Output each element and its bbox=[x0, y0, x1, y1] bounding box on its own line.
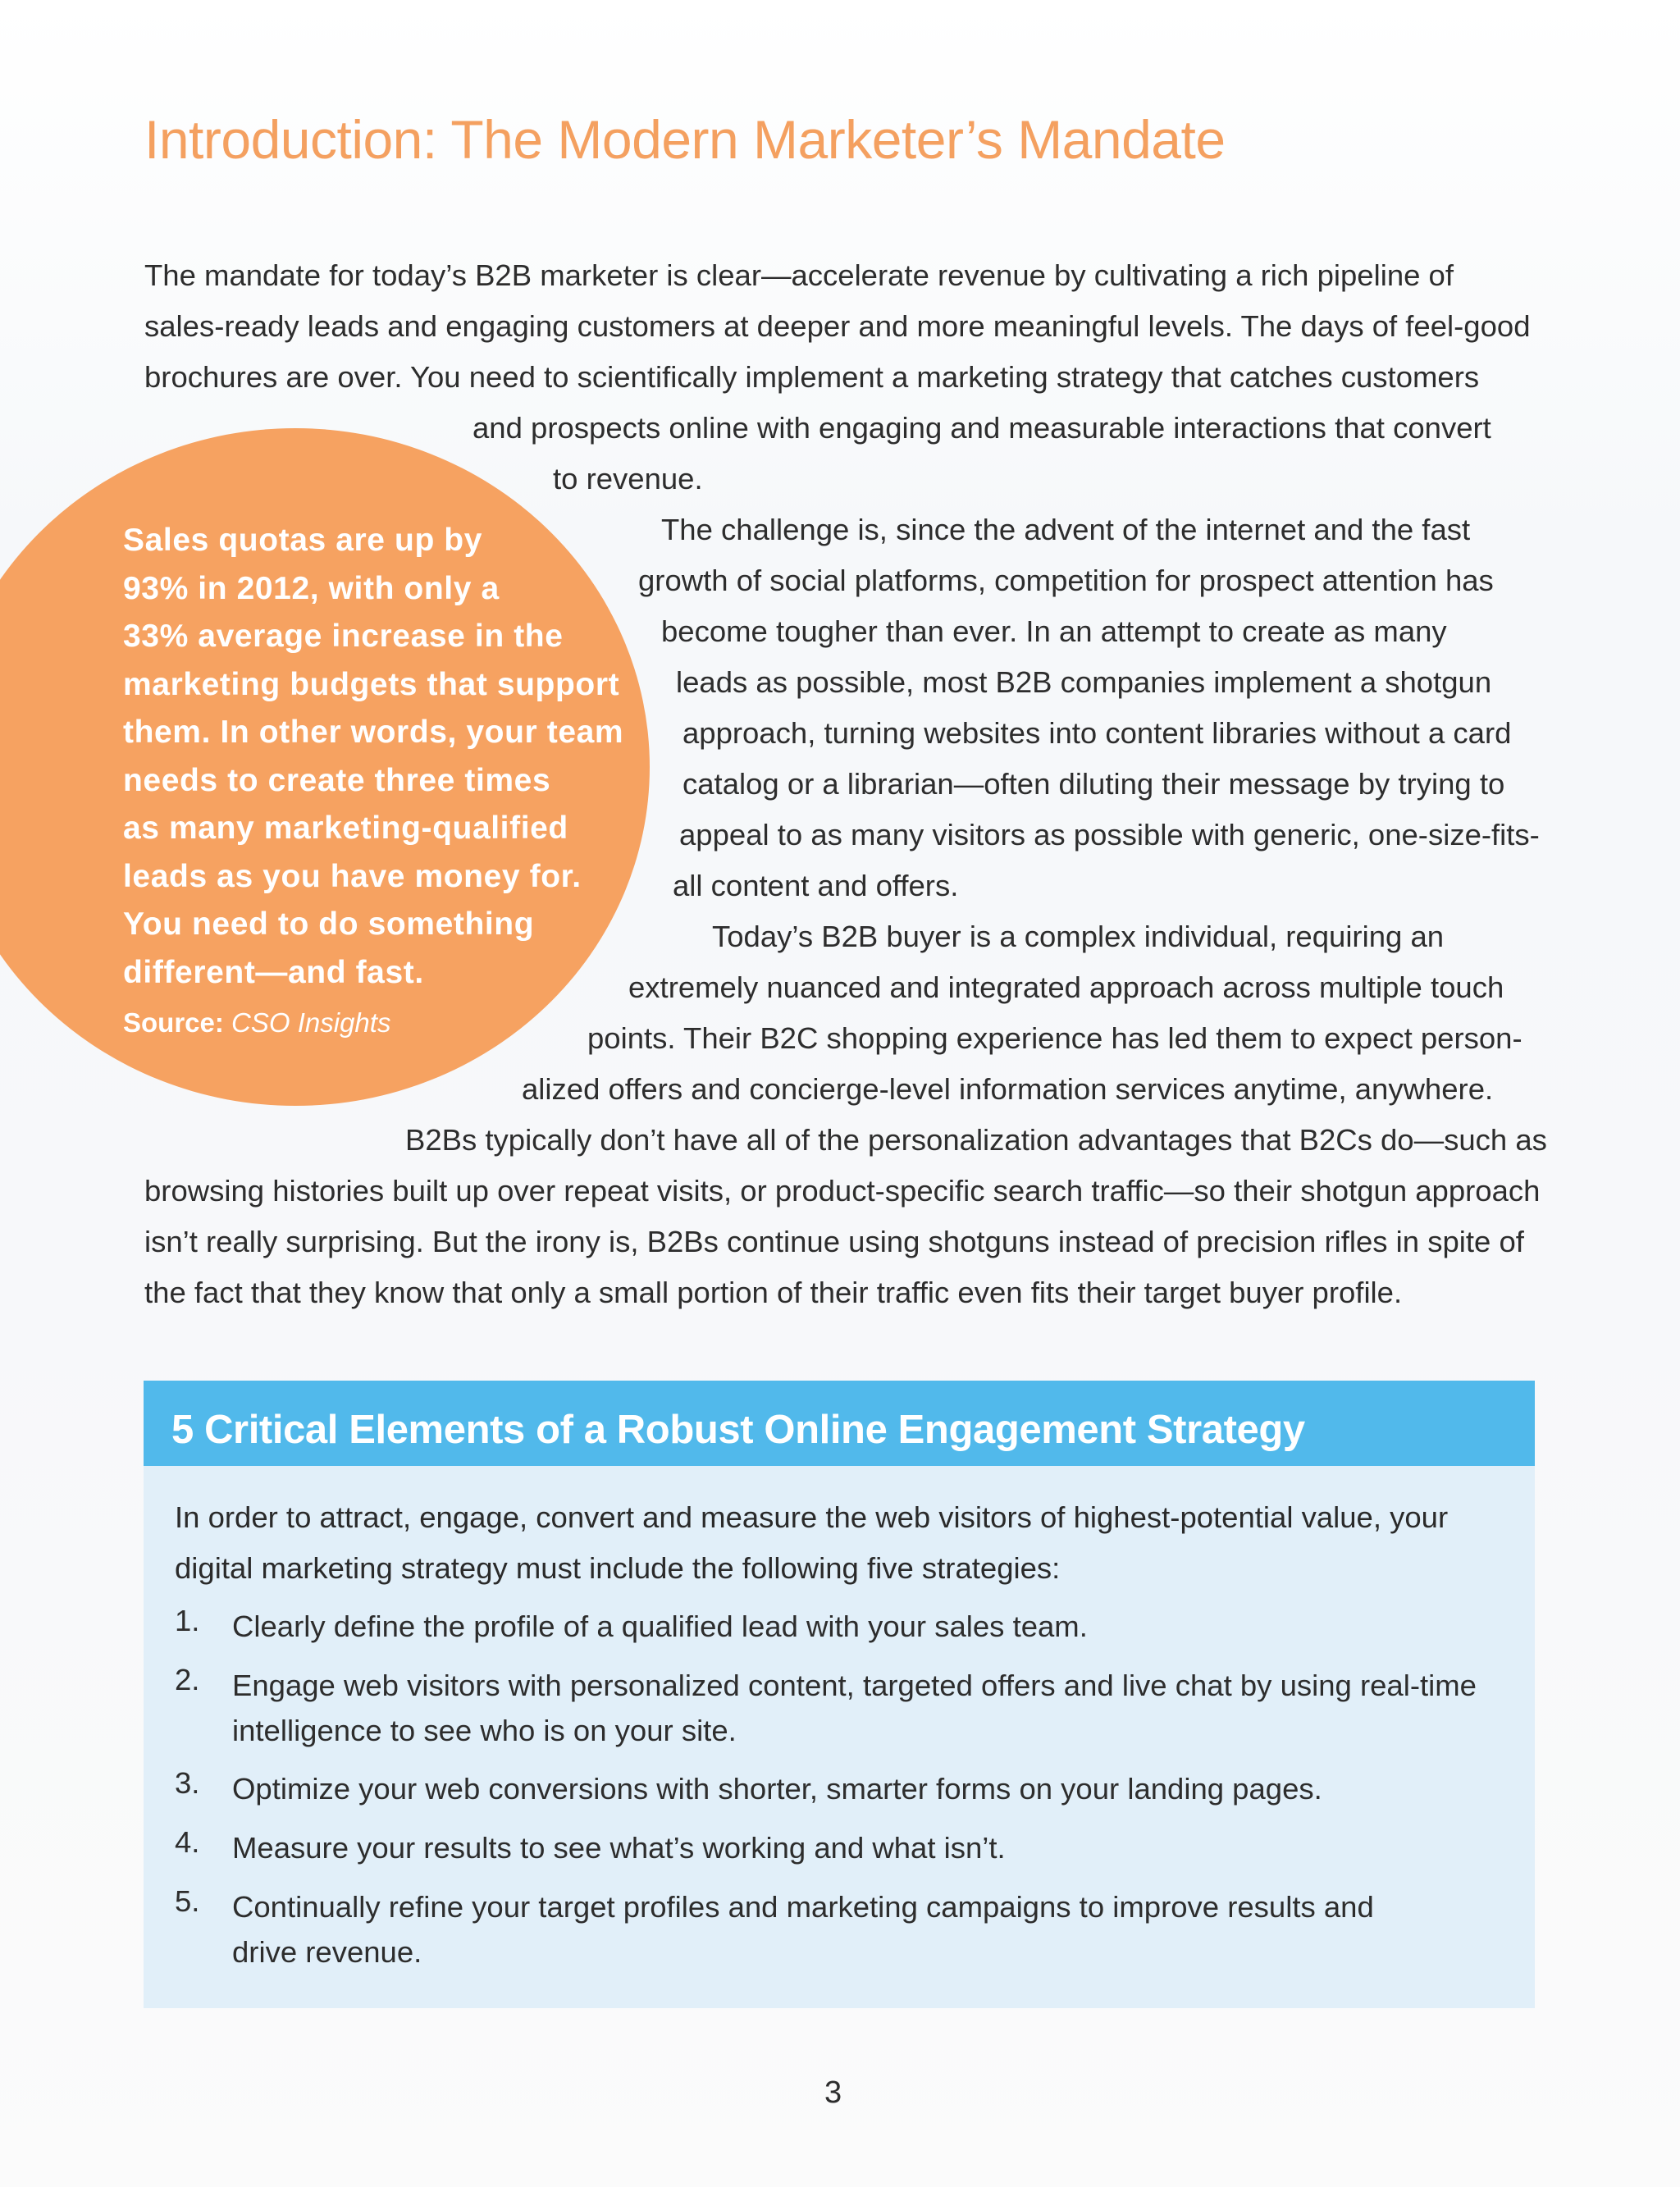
callout-line: marketing budgets that support bbox=[123, 666, 620, 702]
callout-line: 93% in 2012, with only a bbox=[123, 570, 500, 606]
callout-line: 33% average increase in the bbox=[123, 619, 564, 654]
list-item-number: 5. bbox=[175, 1884, 200, 1918]
callout-line: You need to do something bbox=[123, 906, 535, 942]
list-item-line: Continually refine your target profiles and marketing campaigns to improve results and bbox=[232, 1890, 1374, 1924]
page-title: Introduction: The Modern Marketer’s Mandate bbox=[144, 109, 1226, 170]
list-item-number: 3. bbox=[175, 1766, 200, 1800]
callout-line: them. In other words, your team bbox=[123, 715, 624, 750]
body-line: The challenge is, since the advent of the internet and the fast bbox=[661, 513, 1471, 546]
body-line: B2Bs typically don’t have all of the personalization advantages that B2Cs do—such as bbox=[405, 1123, 1547, 1157]
list-item-number: 2. bbox=[175, 1663, 200, 1696]
callout-quote bbox=[123, 517, 632, 997]
list-item-line: Measure your results to see what’s working and what isn’t. bbox=[232, 1831, 1006, 1865]
list-item-number: 1. bbox=[175, 1604, 200, 1637]
body-line: isn’t really surprising. But the irony is, B2Bs continue using shotguns instead of precision rifles in spite of bbox=[144, 1225, 1524, 1258]
list-item-line: Engage web visitors with personalized content, targeted offers and live chat by using real-time bbox=[232, 1669, 1477, 1702]
list-item-line: Optimize your web conversions with shorter, smarter forms on your landing pages. bbox=[232, 1772, 1322, 1806]
list-item-text bbox=[232, 1663, 1477, 1753]
body-line: leads as possible, most B2B companies implement a shotgun bbox=[676, 665, 1492, 699]
body-line: approach, turning websites into content libraries without a card bbox=[682, 716, 1512, 750]
list-item-text bbox=[232, 1884, 1374, 1975]
body-line: Today’s B2B buyer is a complex individual, requiring an bbox=[712, 920, 1445, 953]
callout-line: leads as you have money for. bbox=[123, 858, 582, 894]
body-line: browsing histories built up over repeat visits, or product-specific search traffic—so their shotgun approach bbox=[144, 1174, 1541, 1208]
body-line: and prospects online with engaging and measurable interactions that convert bbox=[472, 411, 1491, 445]
callout-line: needs to create three times bbox=[123, 762, 551, 798]
body-line: points. Their B2C shopping experience has led them to expect person- bbox=[587, 1021, 1522, 1055]
body-line: to revenue. bbox=[553, 462, 703, 495]
body-line: all content and offers. bbox=[673, 869, 959, 902]
intro-line: In order to attract, engage, convert and measure the web visitors of highest-potential value, your bbox=[175, 1500, 1449, 1534]
body-line: extremely nuanced and integrated approach across multiple touch bbox=[628, 970, 1504, 1004]
callout-line: as many marketing-qualified bbox=[123, 810, 568, 846]
list-item-text bbox=[232, 1825, 1006, 1870]
callout-source-name: CSO Insights bbox=[231, 1007, 391, 1038]
body-line: the fact that they know that only a small portion of their traffic even fits their target buyer profile. bbox=[144, 1276, 1403, 1309]
strategy-box-intro bbox=[175, 1492, 1448, 1594]
list-item-line: intelligence to see who is on your site. bbox=[232, 1714, 737, 1747]
body-line: The mandate for today’s B2B marketer is clear—accelerate revenue by cultivating a rich pipeline of bbox=[144, 258, 1454, 292]
list-item-line: Clearly define the profile of a qualified lead with your sales team. bbox=[232, 1609, 1088, 1643]
strategy-box-header bbox=[144, 1381, 1535, 1466]
body-line: catalog or a librarian—often diluting their message by trying to bbox=[682, 767, 1505, 801]
list-item-text bbox=[232, 1604, 1088, 1649]
list-item-number: 4. bbox=[175, 1825, 200, 1859]
strategy-box bbox=[144, 1381, 1535, 2008]
callout-line: Sales quotas are up by bbox=[123, 523, 483, 558]
strategy-box-title: 5 Critical Elements of a Robust Online Engagement Strategy bbox=[171, 1408, 1305, 1452]
body-line: growth of social platforms, competition for prospect attention has bbox=[638, 564, 1494, 597]
body-line: sales-ready leads and engaging customers at deeper and more meaningful levels. The days of feel-good bbox=[144, 309, 1531, 343]
body-line: appeal to as many visitors as possible with generic, one-size-fits- bbox=[679, 818, 1540, 852]
callout-source bbox=[123, 1007, 390, 1039]
intro-line: digital marketing strategy must include the following five strategies: bbox=[175, 1551, 1061, 1585]
list-item-line: drive revenue. bbox=[232, 1935, 422, 1969]
callout-source-label: Source: bbox=[123, 1007, 224, 1038]
callout-line: different—and fast. bbox=[123, 954, 424, 990]
body-line: brochures are over. You need to scientifically implement a marketing strategy that catches customers bbox=[144, 360, 1480, 394]
list-item-text bbox=[232, 1766, 1322, 1811]
body-line: become tougher than ever. In an attempt to create as many bbox=[661, 614, 1447, 648]
body-line: alized offers and concierge-level information services anytime, anywhere. bbox=[522, 1072, 1494, 1106]
page-number: 3 bbox=[824, 2075, 842, 2110]
